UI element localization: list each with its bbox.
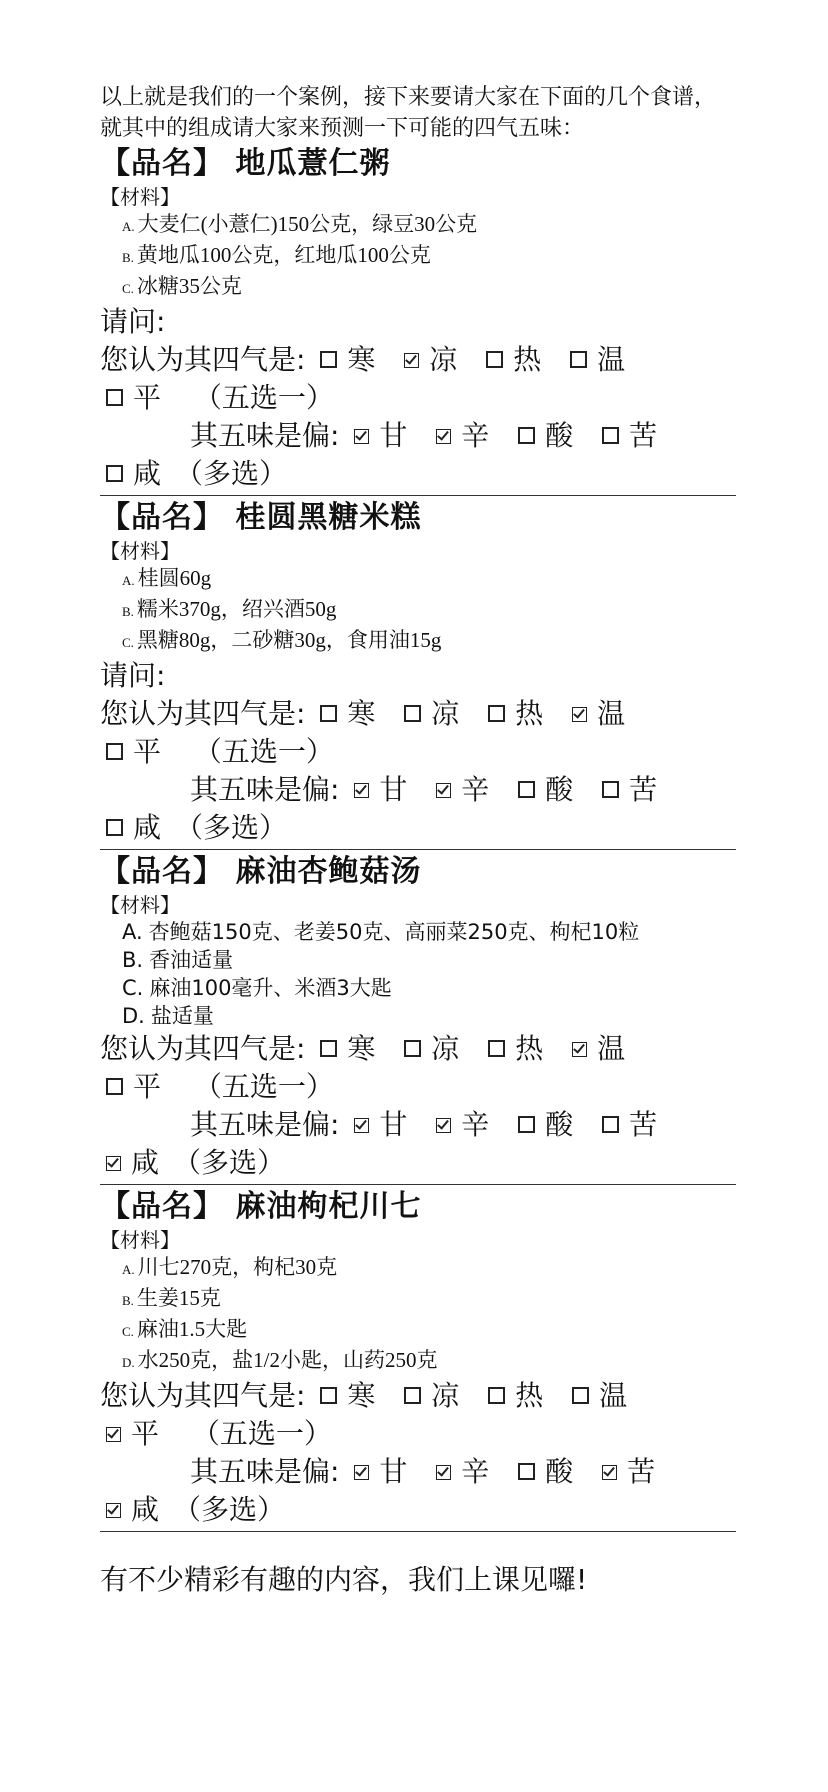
recipe-title: 【品名】 地瓜薏仁粥 [100, 146, 391, 181]
checkbox-checked-icon[interactable] [572, 1042, 587, 1057]
qi-option-warm[interactable]: 温 [566, 695, 625, 733]
checkbox-icon[interactable] [486, 351, 503, 368]
checkbox-checked-icon[interactable] [602, 1465, 617, 1480]
checkbox-icon[interactable] [320, 1040, 337, 1057]
checkbox-checked-icon[interactable] [436, 429, 451, 444]
material-letter: A. [122, 573, 135, 588]
materials-label: 【材料】 [100, 1228, 180, 1252]
flavor-option-sour[interactable]: 酸 [512, 417, 573, 455]
material-letter: D. [122, 1004, 145, 1028]
five-flavor-line [100, 771, 736, 809]
material-letter: B. [122, 250, 134, 265]
checkbox-icon[interactable] [106, 1078, 123, 1095]
four-qi-line [100, 695, 736, 733]
five-flavor-line [100, 1106, 736, 1144]
material-letter: D. [122, 1355, 135, 1370]
flavor-option-bitter[interactable]: 苦 [596, 1106, 657, 1144]
flavor-option-salty[interactable]: 咸 [100, 1491, 159, 1529]
material-text: 桂圆60g [137, 566, 212, 590]
checkbox-icon[interactable] [602, 781, 619, 798]
qi-option-hot[interactable]: 热 [480, 341, 541, 379]
checkbox-checked-icon[interactable] [404, 353, 419, 368]
five-flavor-note: （多选） [173, 1146, 286, 1179]
checkbox-icon[interactable] [106, 465, 123, 482]
flavor-option-salty[interactable]: 咸 [100, 455, 161, 493]
material-text: 盐适量 [150, 1004, 214, 1028]
material-text: 黑糖80g，二砂糖30g，食用油15g [136, 628, 442, 652]
flavor-option-salty[interactable]: 咸 [100, 1144, 159, 1182]
checkbox-checked-icon[interactable] [106, 1156, 121, 1171]
materials-list [100, 210, 736, 303]
five-flavor-note: （多选） [173, 1493, 286, 1526]
material-text: 香油适量 [149, 948, 234, 972]
qi-option-cold[interactable]: 寒 [314, 1377, 375, 1415]
flavor-option-sour[interactable]: 酸 [512, 1106, 573, 1144]
material-item [122, 272, 736, 303]
ask-label: 请问: [100, 305, 166, 338]
four-qi-prompt: 您认为其四气是: [100, 697, 306, 730]
four-qi-line [100, 1377, 736, 1415]
checkbox-checked-icon[interactable] [436, 783, 451, 798]
flavor-option-pungent[interactable]: 辛 [430, 771, 489, 809]
material-text: 水250克，盐1/2小匙，山药250克 [137, 1348, 438, 1372]
five-flavor-prompt: 其五味是偏: [190, 1455, 340, 1488]
qi-option-neutral[interactable]: 平 [100, 1415, 159, 1453]
flavor-option-bitter[interactable]: 苦 [596, 1453, 655, 1491]
qi-option-warm[interactable]: 温 [566, 1377, 627, 1415]
closing-text: 有不少精彩有趣的内容，我们上课见囉! [100, 1563, 588, 1596]
material-item [122, 564, 736, 595]
four-qi-note: （五选一） [193, 381, 334, 414]
materials-label: 【材料】 [100, 539, 180, 563]
material-item [122, 1346, 736, 1377]
material-letter: A. [122, 219, 135, 234]
material-item [122, 1315, 736, 1346]
checkbox-icon[interactable] [518, 427, 535, 444]
checkbox-icon[interactable] [404, 1387, 421, 1404]
flavor-option-sweet[interactable]: 甘 [348, 417, 407, 455]
materials-list [100, 918, 736, 1030]
checkbox-checked-icon[interactable] [572, 707, 587, 722]
material-text: 糯米370g，绍兴酒50g [136, 597, 337, 621]
recipe-title: 【品名】 麻油杏鲍菇汤 [100, 854, 422, 889]
checkbox-icon[interactable] [518, 1463, 535, 1480]
material-text: 冰糖35公克 [136, 274, 242, 298]
recipe-block [100, 1187, 736, 1532]
checkbox-icon[interactable] [518, 1116, 535, 1133]
four-qi-prompt: 您认为其四气是: [100, 1032, 306, 1065]
material-letter: C. [122, 976, 144, 1000]
checkbox-icon[interactable] [572, 1387, 589, 1404]
checkbox-icon[interactable] [488, 1040, 505, 1057]
flavor-option-bitter[interactable]: 苦 [596, 417, 657, 455]
flavor-option-sweet[interactable]: 甘 [348, 1106, 407, 1144]
qi-option-cool[interactable]: 凉 [398, 1030, 459, 1068]
four-qi-line-cont [100, 1415, 736, 1453]
material-text: 麻油100毫升、米酒3大匙 [149, 976, 392, 1000]
material-text: 生姜15克 [136, 1286, 221, 1310]
four-qi-note: （五选一） [193, 1070, 334, 1103]
flavor-option-salty[interactable]: 咸 [100, 809, 161, 847]
material-text: 麻油1.5大匙 [136, 1317, 248, 1341]
four-qi-line-cont [100, 1068, 736, 1106]
recipe-block [100, 498, 736, 850]
checkbox-icon[interactable] [602, 427, 619, 444]
checkbox-checked-icon[interactable] [354, 429, 369, 444]
checkbox-icon[interactable] [602, 1116, 619, 1133]
four-qi-line [100, 1030, 736, 1068]
materials-label: 【材料】 [100, 185, 180, 209]
material-item [122, 946, 736, 974]
checkbox-checked-icon[interactable] [354, 1465, 369, 1480]
material-item [122, 1253, 736, 1284]
qi-option-neutral[interactable]: 平 [100, 1068, 161, 1106]
four-qi-prompt: 您认为其四气是: [100, 1379, 306, 1412]
material-letter: C. [122, 635, 134, 650]
four-qi-note: （五选一） [191, 1417, 332, 1450]
material-item [122, 1284, 736, 1315]
checkbox-icon[interactable] [488, 1387, 505, 1404]
checkbox-icon[interactable] [320, 705, 337, 722]
flavor-option-pungent[interactable]: 辛 [430, 1453, 489, 1491]
five-flavor-note: （多选） [175, 811, 288, 844]
checkbox-icon[interactable] [404, 705, 421, 722]
qi-option-hot[interactable]: 热 [482, 1030, 543, 1068]
document-page [100, 82, 736, 1600]
recipe-title: 【品名】 桂圆黑糖米糕 [100, 500, 422, 535]
five-flavor-line-cont [100, 1491, 736, 1529]
five-flavor-prompt: 其五味是偏: [190, 419, 340, 452]
material-letter: A. [122, 920, 143, 944]
qi-option-hot[interactable]: 热 [482, 695, 543, 733]
qi-option-warm[interactable]: 温 [564, 341, 625, 379]
five-flavor-note: （多选） [175, 457, 288, 490]
checkbox-checked-icon[interactable] [354, 1118, 369, 1133]
material-item [122, 626, 736, 657]
intro-paragraph: 以上就是我们的一个案例，接下来要请大家在下面的几个食谱，就其中的组成请大家来预测一下可能的四气五味： [100, 85, 717, 141]
checkbox-checked-icon[interactable] [354, 783, 369, 798]
recipe-block [100, 852, 736, 1185]
qi-option-cool[interactable]: 凉 [398, 695, 459, 733]
four-qi-note: （五选一） [193, 735, 334, 768]
recipe-block [100, 144, 736, 496]
four-qi-line [100, 341, 736, 379]
four-qi-prompt: 您认为其四气是: [100, 343, 306, 376]
checkbox-icon[interactable] [106, 819, 123, 836]
checkbox-icon[interactable] [518, 781, 535, 798]
five-flavor-line-cont [100, 809, 736, 847]
checkbox-icon[interactable] [404, 1040, 421, 1057]
flavor-option-pungent[interactable]: 辛 [430, 1106, 489, 1144]
material-item [122, 1002, 736, 1030]
five-flavor-line [100, 1453, 736, 1491]
qi-option-neutral[interactable]: 平 [100, 733, 161, 771]
material-letter: B. [122, 604, 134, 619]
five-flavor-line [100, 417, 736, 455]
material-letter: B. [122, 948, 144, 972]
material-item [122, 210, 736, 241]
materials-list [100, 1253, 736, 1377]
checkbox-checked-icon[interactable] [106, 1503, 121, 1518]
material-item [122, 241, 736, 272]
material-text: 黄地瓜100公克，红地瓜100公克 [136, 243, 431, 267]
material-text: 大麦仁(小薏仁)150公克，绿豆30公克 [137, 212, 478, 236]
flavor-option-sour[interactable]: 酸 [512, 771, 573, 809]
checkbox-icon[interactable] [320, 351, 337, 368]
five-flavor-prompt: 其五味是偏: [190, 773, 340, 806]
qi-option-cold[interactable]: 寒 [314, 1030, 375, 1068]
checkbox-checked-icon[interactable] [436, 1118, 451, 1133]
material-letter: C. [122, 281, 134, 296]
checkbox-icon[interactable] [106, 743, 123, 760]
materials-list [100, 564, 736, 657]
checkbox-icon[interactable] [106, 389, 123, 406]
recipe-title: 【品名】 麻油枸杞川七 [100, 1189, 422, 1224]
material-item [122, 918, 736, 946]
material-text: 川七270克，枸杞30克 [137, 1255, 338, 1279]
five-flavor-line-cont [100, 455, 736, 493]
qi-option-neutral[interactable]: 平 [100, 379, 161, 417]
material-letter: C. [122, 1324, 134, 1339]
material-item [122, 595, 736, 626]
qi-option-cold[interactable]: 寒 [314, 341, 375, 379]
flavor-option-pungent[interactable]: 辛 [430, 417, 489, 455]
material-letter: A. [122, 1262, 135, 1277]
qi-option-warm[interactable]: 温 [566, 1030, 625, 1068]
qi-option-hot[interactable]: 热 [482, 1377, 543, 1415]
checkbox-icon[interactable] [570, 351, 587, 368]
qi-option-cool[interactable]: 凉 [398, 1377, 459, 1415]
material-letter: B. [122, 1293, 134, 1308]
material-text: 杏鲍菇150克、老姜50克、高丽菜250克、枸杞10粒 [148, 920, 640, 944]
five-flavor-prompt: 其五味是偏: [190, 1108, 340, 1141]
ask-label: 请问: [100, 659, 166, 692]
qi-option-cool[interactable]: 凉 [398, 341, 457, 379]
flavor-option-sweet[interactable]: 甘 [348, 1453, 407, 1491]
material-item [122, 974, 736, 1002]
checkbox-checked-icon[interactable] [436, 1465, 451, 1480]
flavor-option-bitter[interactable]: 苦 [596, 771, 657, 809]
four-qi-line-cont [100, 379, 736, 417]
qi-option-cold[interactable]: 寒 [314, 695, 375, 733]
four-qi-line-cont [100, 733, 736, 771]
five-flavor-line-cont [100, 1144, 736, 1182]
checkbox-icon[interactable] [320, 1387, 337, 1404]
flavor-option-sour[interactable]: 酸 [512, 1453, 573, 1491]
checkbox-icon[interactable] [488, 705, 505, 722]
flavor-option-sweet[interactable]: 甘 [348, 771, 407, 809]
materials-label: 【材料】 [100, 893, 180, 917]
checkbox-checked-icon[interactable] [106, 1427, 121, 1442]
